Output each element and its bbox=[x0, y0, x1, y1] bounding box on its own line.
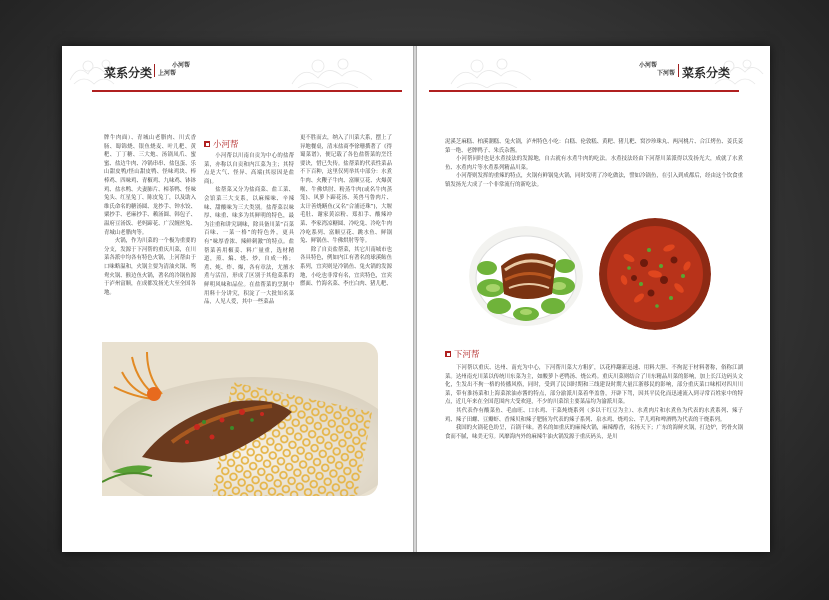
header-divider bbox=[678, 64, 679, 77]
spicy-chicken-dish-photo bbox=[599, 218, 711, 330]
left-column-1: 牌牛肉面）、青城山老腊肉、川式香肠、蜀锦烧、银鱼烧麦、叶儿粑、黄粑、丁丁糖、三大炮、汤锅凤爪、蜜蜜、盐边牛肉、冷锅串串、盐包蛋、乐山甜皮鸭/怪山甜皮鸭、怪味鸡块、棒棒鸡、四味鸡、青椒鸡、九味鸡、钵钵鸡、盐水鸭、夫妻肺片、樟茶鸭、怪味兔头、红星兔丁、陈皮兔丁，以及助入维氏命名的糖汤圆、龙抄手、钟水饺、粟抄手、老麻抄手、赖汤圆、韩包子、温府豆汤饭、老妈蹄花、广汉缠丝兔、青城山老腊肉等。 火锅，作为川菜的一个极为重要的分支，发源于下河帮的重庆川菜，在川菜各派中均各有特色火锅，上河帮由于口味略温和，火锅主要为清油火锅、鸳鸯火锅、猴边鱼火锅，著名的冷锅鱼源于泸州富顺，在成都发扬光大至全国各地。 bbox=[104, 135, 196, 296]
right-body-text: 下河帮以重庆、达州、南充为中心，下河帮川菜大方粗犷，以花样翻新迅速、用料大胆、不拘泥于材料著称，俗称江湖菜。达州南充川菜以传统川东菜为主，如酸萝卜老鸭汤、烧公鸡。重庆川菜则结合了川东精品川菜的影响，加上长江边码头文化，生发出不拘一格的传播风格，同时，受到了民国时期和三线建设时期大量江浙移民的影响，部分重庆菜口味相对四川川菜，带有淮扬菜和上海菜浓油赤酱的特点，部分渝派川菜着华盖鲁，开辟下驾，因其平民化而迅速流入到寻常百姓家中的特点，近几年来在全国范围内大受欢迎，不少的川菜馆主要菜品均为渝派川菜。 其代表作有酸菜鱼、毛血旺、口水鸡、干菜炖烧系列（多以干红豆为主）、水煮肉片和水煮鱼为代表的水煮系列、辣子鸡、辣子田螺、豆瓣虾、香辣贝和辣子肥肠为代表的辣子系列、泉水鸡、烧鸡公、芋儿鸡和啤酒鸭为代表的干烧系列。 我国的火锅花色纷呈，百锅千味。著名的如重庆的麻辣火锅，麻辣醇香，名扬天下；广东的海鲜火锅，打边炉，钙骨火锅食而不腻，味美无穷。风靡海内外的麻辣牛油火锅发源于重庆码头，是川 bbox=[445, 365, 743, 440]
header-sub-top: 小河帮 bbox=[171, 62, 190, 69]
page-header-title: 菜系分类 bbox=[104, 66, 153, 80]
section-title: 下河帮 bbox=[454, 350, 480, 360]
left-column-3: 更不胜而去，纳入了川菜大系，摆上了异地餐桌，清末盐商李徐珊撰著了《得蜀菜谱》，便记载了各色盐帮菜的烹饪要诀，惜已失传。盐帮菜的代表性菜品不下百种，这里仅列举其中部分：水煮牛肉、火鞭子牛肉、富顺豆花、火爆黄喉、牛佛烘肘、粉蒸牛肉(或名牛肉蒸笼)、风萝卜蹄花汤、英兽马鲁肉片、太计善烧鳝鱼(又名“合浦还珠”)，大堰毛肚、谢家黄凉粉、郑扣手、酸辣冲菜、李家湾凉糖圆、冷吃兔、冷吃牛肉冷吃系列、富顺豆花、跳水鱼、鲜锅兔、鲜锅鱼、牛佛烘肘等等。 除了自贡盐帮菜，其它川南城市也各具特色，例如内江有著名的球溪鲇鱼系列，宜宾则是冷锅鱼、兔火锅的发源地，小吃也非常有名，宜宾特色，宜宾燃面、竹海名菜、李庄白肉、猪儿粑、 bbox=[300, 135, 392, 288]
left-page bbox=[62, 46, 413, 552]
cloud-pattern-icon bbox=[447, 50, 537, 88]
right-page bbox=[417, 46, 770, 552]
header-sub-bottom: 下河帮 bbox=[656, 70, 675, 77]
header-rule bbox=[429, 90, 739, 92]
left-column-2: 小河帮以川南自贡为中心的盐帮菜，亦称以自贡和内江菜为主；其特点是大气、怪异、高端(其原因是盐商)。 盐帮菜又分为盐商菜、盐工菜、会馆菜三大支系，以麻辣味、辛辣味、甜酸味为三大类别。盐帮菜以味厚、味重、味多为其鲜明的特色，最为注重和讲究调味，除具备川菜“百菜百味、一菜一格”的特色外，更具有“味厚香浓、辣鲜刺激”的特点。盐帮菜善用椒姜、料广量重，选材精道，煎、煸、烧、炒，自成一格；煮、炖、炸、爆，各有章法，尤擅水煮与活渲，形成了区别于其他菜系的鲜明风味和品位。在盐帮菜的烹制中用料十分讲究，积淀了一大批知名菜品，人见人爱，其中一些菜品 bbox=[204, 153, 294, 306]
book-spread bbox=[62, 46, 770, 552]
header-sub-bottom: 上河帮 bbox=[158, 70, 177, 77]
cloud-pattern-icon bbox=[288, 50, 378, 88]
section-bullet-icon bbox=[204, 141, 210, 147]
page-header-title: 菜系分类 bbox=[682, 66, 731, 80]
header-sub-top: 小河帮 bbox=[639, 62, 658, 69]
section-bullet-icon bbox=[445, 351, 451, 357]
section-heading-xiahebang bbox=[445, 348, 480, 360]
right-intro-text: 泥溪芝麻糕、柏溪潮糕、兔火锅，泸州特色小吃：白糕、伦敦糕、黄粑、猪儿粑、窝沙珍珠丸、两河桃片、合江烤鱼、姜氏姜第一绝、老牌鸭子、朱氏杂酱。 小河帮同时也是水煮技法的发源地，自古就有水煮牛肉的吃法。水煮技法经由下河帮川菜派得以发扬光大，成就了水煮鱼、水煮肉片等水煮系列精品川菜。 小河帮则发挥的重辣的特点，火锅有鲜锅兔火锅，同时发明了冷吃做法，譬如冷锅鱼，在引入到成都后，经由这个饮食重镇发扬光大成了一个非常流行的新吃法。 bbox=[445, 139, 743, 188]
fish-dish-photo bbox=[102, 342, 378, 496]
pork-greens-dish-photo bbox=[469, 226, 583, 326]
header-divider bbox=[154, 64, 155, 77]
section-heading-xiaohebang bbox=[204, 138, 239, 150]
header-rule bbox=[92, 90, 402, 92]
header-subtitle bbox=[639, 62, 675, 78]
header-subtitle bbox=[158, 62, 190, 78]
section-title: 小河帮 bbox=[213, 140, 239, 150]
